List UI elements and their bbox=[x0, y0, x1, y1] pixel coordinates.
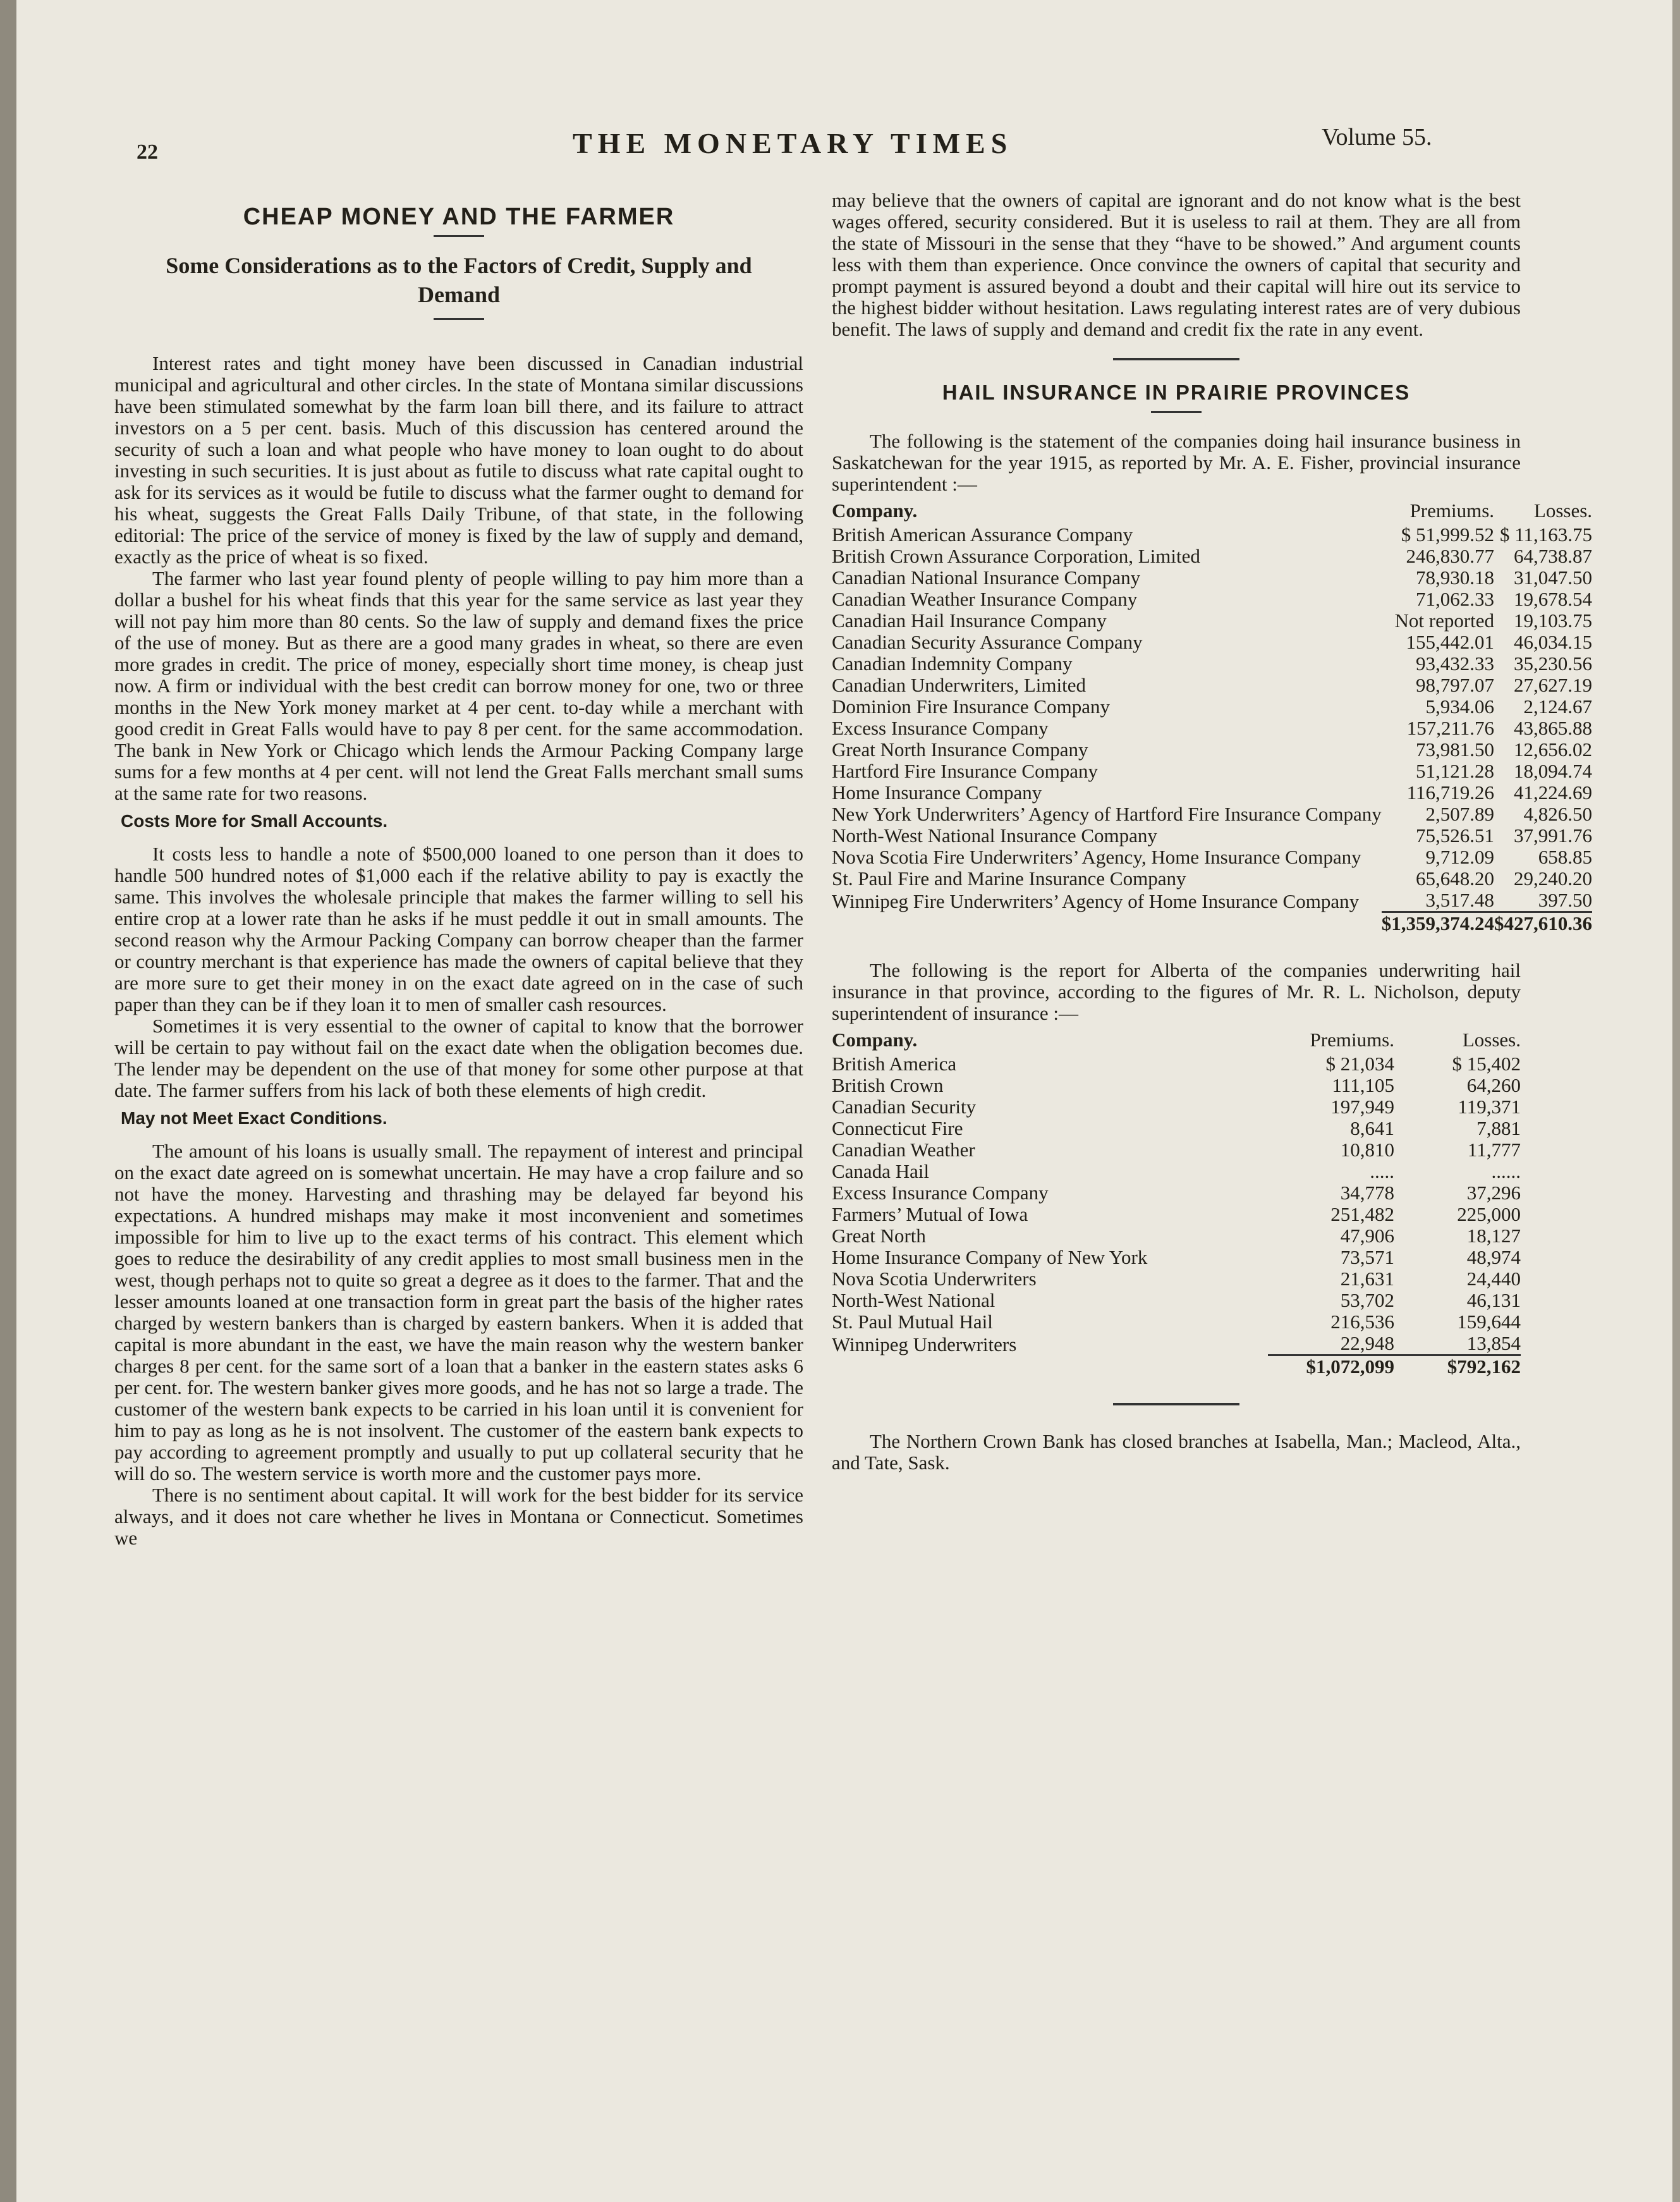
premiums-cell: 2,507.89 bbox=[1425, 803, 1495, 825]
losses-cell: 18,127 bbox=[1466, 1225, 1521, 1247]
article-subtitle: Some Considerations as to the Factors of Credit, Supply and Demand bbox=[166, 253, 752, 307]
losses-cell: 64,260 bbox=[1466, 1074, 1521, 1096]
losses-cell: 12,656.02 bbox=[1514, 738, 1593, 761]
section-heading: Costs More for Small Accounts. bbox=[121, 811, 388, 831]
divider bbox=[434, 235, 484, 237]
table-row bbox=[832, 1118, 1521, 1139]
premiums-cell: 75,526.51 bbox=[1416, 824, 1495, 847]
premiums-cell: 47,906 bbox=[1340, 1225, 1394, 1247]
company-cell: Canadian Security Assurance Company bbox=[832, 631, 1143, 653]
table-row bbox=[832, 1161, 1521, 1182]
premiums-cell: Not reported bbox=[1394, 609, 1495, 632]
losses-cell: 19,678.54 bbox=[1514, 588, 1593, 610]
company-cell: Canadian Indemnity Company bbox=[832, 652, 1073, 675]
losses-cell: 18,094.74 bbox=[1514, 760, 1593, 782]
table-row bbox=[832, 1247, 1521, 1268]
divider bbox=[434, 318, 484, 320]
leader-cell bbox=[1243, 1096, 1268, 1118]
losses-cell: 397.50 bbox=[1538, 889, 1593, 911]
losses-cell: 37,991.76 bbox=[1514, 824, 1593, 847]
company-cell: Canadian National Insurance Company bbox=[832, 566, 1141, 589]
premiums-cell: 8,641 bbox=[1350, 1117, 1394, 1139]
premiums-cell: 157,211.76 bbox=[1406, 717, 1495, 739]
leader-cell bbox=[1243, 1290, 1268, 1311]
bank-note: The Northern Crown Bank has closed branches at Isabella, Man.; Macleod, Alta., and Tate, Sask. bbox=[832, 1430, 1521, 1474]
company-cell: St. Paul Fire and Marine Insurance Company bbox=[832, 867, 1186, 890]
section-divider bbox=[1113, 1403, 1239, 1405]
premiums-cell: $ 51,999.52 bbox=[1401, 523, 1495, 546]
company-cell: British American Assurance Company bbox=[832, 523, 1133, 546]
losses-col-header: Losses. bbox=[1462, 1029, 1521, 1051]
section-heading: May not Meet Exact Conditions. bbox=[121, 1108, 387, 1128]
company-cell: Nova Scotia Underwriters bbox=[832, 1268, 1037, 1290]
company-cell: Canadian Hail Insurance Company bbox=[832, 609, 1107, 632]
table-row bbox=[832, 718, 1592, 739]
leader-cell bbox=[1243, 1161, 1268, 1182]
premiums-cell: 116,719.26 bbox=[1406, 781, 1495, 804]
leader-cell bbox=[1243, 1225, 1268, 1247]
company-cell: Excess Insurance Company bbox=[832, 717, 1049, 739]
company-cell: Home Insurance Company of New York bbox=[832, 1246, 1148, 1268]
alberta-table bbox=[832, 1029, 1521, 1378]
saskatchewan-table bbox=[832, 500, 1592, 934]
premiums-cell: 53,702 bbox=[1340, 1289, 1394, 1311]
premiums-cell: 9,712.09 bbox=[1425, 846, 1495, 868]
table-row bbox=[832, 610, 1592, 632]
company-cell: British America bbox=[832, 1053, 957, 1075]
company-cell: Great North bbox=[832, 1225, 926, 1247]
losses-cell: 48,974 bbox=[1466, 1246, 1521, 1268]
paragraph: The following is the report for Alberta of the companies underwriting hail insurance in that province, according to the figures of Mr. R. L. Nicholson, deputy superintendent of insurance :— bbox=[832, 959, 1521, 1024]
premiums-cell: 21,631 bbox=[1340, 1268, 1394, 1290]
paragraph: The amount of his loans is usually small. The repayment of interest and principal on the exact date agreed on is somewhat uncertain. He may have a crop failure and so not have the money. Harvesting and thrashing may be delayed far beyond his expectations. A hundred mishaps may make it most inconvenient and sometimes impossible for him to live up to the exact terms of his contract. This element which goes to reduce the desirability of any credit applies to most small business men in the west, though perhaps not to quite so great a degree as it does to the farmer. That and the lesser amounts loaned at one transaction form in great part the basis of the higher rates charged by western bankers than is charged by eastern bankers. When it is added that capital is more abundant in the east, we have the main reason why the western banker charges 8 per cent. for the same sort of a loan that a banker in the eastern states asks 6 per cent. for. The western banker gives more goods, and he has not so large a trade. The customer of the western bank expects to be carried in his loan until it is convenient for him to pay as long as he is not insolvent. The customer of the eastern bank expects to pay according to agreement promptly and usually to put up collateral security that he will do so. The western service is worth more and the customer pays more. bbox=[114, 1140, 803, 1484]
table-row bbox=[832, 675, 1592, 696]
losses-cell: 46,131 bbox=[1466, 1289, 1521, 1311]
premiums-cell: $ 21,034 bbox=[1325, 1053, 1394, 1075]
table-row bbox=[832, 1075, 1521, 1096]
paragraph-continued: may believe that the owners of capital are ignorant and do not know what is the best wages offered, security considered. But it is useless to rail at them. They are all from the state of Missouri in the sense that they “have to be showed.” And argument counts less with them than experience. Once convince the owners of capital that security and prompt payment is assured beyond a doubt and their capital will hire out its service to the highest bidder without hesitation. Laws regulating interest rates are of very dubious benefit. The laws of supply and demand and credit fix the rate in any event. bbox=[832, 189, 1521, 340]
table-row bbox=[832, 868, 1592, 890]
company-cell: Nova Scotia Fire Underwriters’ Agency, Home Insurance Company bbox=[832, 846, 1361, 868]
losses-cell: $ 15,402 bbox=[1452, 1053, 1521, 1075]
company-cell: North-West National Insurance Company bbox=[832, 824, 1157, 847]
losses-cell: 658.85 bbox=[1538, 846, 1593, 868]
table-row bbox=[832, 1311, 1521, 1333]
table-row bbox=[832, 653, 1592, 675]
losses-cell: 159,644 bbox=[1457, 1311, 1521, 1333]
premiums-cell: 10,810 bbox=[1340, 1139, 1394, 1161]
company-cell: Canadian Underwriters, Limited bbox=[832, 674, 1087, 696]
left-column bbox=[114, 204, 803, 1549]
premiums-cell: 155,442.01 bbox=[1406, 631, 1495, 653]
total-row bbox=[832, 1356, 1521, 1378]
leader-cell bbox=[1243, 1053, 1268, 1075]
losses-cell: 24,440 bbox=[1466, 1268, 1521, 1290]
leader-cell bbox=[1243, 1333, 1268, 1355]
table-row bbox=[832, 761, 1592, 782]
company-col-header: Company. bbox=[832, 499, 918, 522]
losses-cell: 41,224.69 bbox=[1514, 781, 1593, 804]
losses-cell: 43,865.88 bbox=[1514, 717, 1593, 739]
losses-cell: 35,230.56 bbox=[1514, 652, 1593, 675]
page-edge bbox=[1672, 0, 1680, 2202]
premiums-cell: 216,536 bbox=[1330, 1311, 1394, 1333]
premiums-cell: 73,981.50 bbox=[1416, 738, 1495, 761]
company-cell: Farmers’ Mutual of Iowa bbox=[832, 1203, 1028, 1225]
leader-cell bbox=[1243, 1182, 1268, 1204]
total-row bbox=[832, 913, 1592, 934]
premiums-col-header: Premiums. bbox=[1310, 1029, 1394, 1051]
table-row bbox=[832, 696, 1592, 718]
paragraph: The following is the statement of the companies doing hail insurance business in Saskatchewan for the year 1915, as reported by Mr. A. E. Fisher, provincial insurance superintendent :— bbox=[832, 430, 1521, 495]
leader-cell bbox=[1243, 1247, 1268, 1268]
table-row bbox=[832, 1053, 1521, 1075]
table-row bbox=[832, 589, 1592, 610]
losses-cell: 11,777 bbox=[1467, 1139, 1521, 1161]
table-row bbox=[832, 632, 1592, 653]
company-cell: Canada Hail bbox=[832, 1160, 930, 1182]
table-row bbox=[832, 847, 1592, 868]
volume-label: Volume 55. bbox=[1322, 124, 1432, 150]
losses-cell: 27,627.19 bbox=[1514, 674, 1593, 696]
losses-cell: ...... bbox=[1491, 1160, 1521, 1182]
company-cell: Hartford Fire Insurance Company bbox=[832, 760, 1098, 782]
paragraph: There is no sentiment about capital. It will work for the best bidder for its service always, and it does not care whether he lives in Montana or Connecticut. Sometimes we bbox=[114, 1484, 803, 1549]
losses-cell: 4,826.50 bbox=[1523, 803, 1593, 825]
premiums-cell: 73,571 bbox=[1340, 1246, 1394, 1268]
table-row bbox=[832, 1333, 1521, 1355]
leader-cell bbox=[1243, 1204, 1268, 1225]
right-column bbox=[832, 189, 1593, 1474]
table-row bbox=[832, 782, 1592, 804]
premiums-cell: 111,105 bbox=[1332, 1074, 1394, 1096]
premiums-cell: 246,830.77 bbox=[1406, 545, 1495, 567]
table-row bbox=[832, 546, 1592, 567]
premiums-cell: 78,930.18 bbox=[1416, 566, 1495, 589]
hail-title: HAIL INSURANCE IN PRAIRIE PROVINCES bbox=[942, 381, 1411, 404]
table-row bbox=[832, 567, 1592, 589]
total-premiums: $1,072,099 bbox=[1306, 1355, 1394, 1378]
table-row bbox=[832, 1290, 1521, 1311]
losses-cell: 225,000 bbox=[1457, 1203, 1521, 1225]
binding-edge bbox=[0, 0, 16, 2202]
losses-cell: 29,240.20 bbox=[1514, 867, 1593, 890]
table-row bbox=[832, 890, 1592, 912]
company-cell: St. Paul Mutual Hail bbox=[832, 1311, 993, 1333]
premiums-cell: 3,517.48 bbox=[1425, 889, 1495, 911]
journal-page bbox=[16, 0, 1672, 2202]
company-cell: Home Insurance Company bbox=[832, 781, 1042, 804]
company-cell: North-West National bbox=[832, 1289, 995, 1311]
premiums-cell: 51,121.28 bbox=[1416, 760, 1495, 782]
losses-col-header: Losses. bbox=[1533, 499, 1593, 522]
divider bbox=[1151, 411, 1202, 413]
paragraph: The farmer who last year found plenty of people willing to pay him more than a dollar a bushel for his wheat finds that this year for the same service as last year they will not pay him more than 80 cents. So the law of supply and demand fixes the price of the use of money. But as there are a good many grades in wheat, so there are even more grades in credit. The price of money, especially short time money, is cheap just now. A firm or individual with the best credit can borrow money for one, two or three months in the New York money market at 4 per cent. to-day while a merchant with good credit in Great Falls would have to pay 8 per cent. for the same accommodation. The bank in New York or Chicago which lends the Armour Packing Company large sums for a few months at 4 per cent. will not lend the Great Falls merchant small sums at the same rate for two reasons. bbox=[114, 567, 803, 804]
company-col-header: Company. bbox=[832, 1029, 918, 1051]
journal-title: THE MONETARY TIMES bbox=[573, 127, 1013, 159]
table-header-row bbox=[832, 1029, 1521, 1053]
company-cell: Winnipeg Underwriters bbox=[832, 1333, 1017, 1355]
table-row bbox=[832, 1204, 1521, 1225]
company-cell: Connecticut Fire bbox=[832, 1117, 963, 1139]
total-losses: $427,610.36 bbox=[1494, 912, 1593, 934]
losses-cell: 2,124.67 bbox=[1523, 695, 1593, 718]
premiums-col-header: Premiums. bbox=[1409, 499, 1495, 522]
losses-cell: 37,296 bbox=[1466, 1182, 1521, 1204]
company-cell: Canadian Weather bbox=[832, 1139, 975, 1161]
premiums-cell: 34,778 bbox=[1340, 1182, 1394, 1204]
leader-cell bbox=[1243, 1268, 1268, 1290]
company-cell: British Crown Assurance Corporation, Limited bbox=[832, 545, 1200, 567]
losses-cell: 46,034.15 bbox=[1514, 631, 1593, 653]
leader-cell bbox=[1243, 1075, 1268, 1096]
article-title: CHEAP MONEY AND THE FARMER bbox=[243, 204, 675, 230]
table-row bbox=[832, 1139, 1521, 1161]
leader-cell bbox=[1243, 1118, 1268, 1139]
table-row bbox=[832, 1268, 1521, 1290]
losses-cell: $ 11,163.75 bbox=[1499, 523, 1593, 546]
leader-cell bbox=[1243, 1139, 1268, 1161]
table-row bbox=[832, 1182, 1521, 1204]
losses-cell: 19,103.75 bbox=[1514, 609, 1593, 632]
premiums-cell: 22,948 bbox=[1340, 1332, 1394, 1354]
company-cell: Canadian Security bbox=[832, 1096, 977, 1118]
table-row bbox=[832, 825, 1592, 847]
losses-cell: 13,854 bbox=[1466, 1332, 1521, 1354]
premiums-cell: 93,432.33 bbox=[1416, 652, 1495, 675]
premiums-cell: 71,062.33 bbox=[1416, 588, 1495, 610]
company-cell: Dominion Fire Insurance Company bbox=[832, 695, 1110, 718]
page-number: 22 bbox=[137, 140, 158, 164]
company-cell: Canadian Weather Insurance Company bbox=[832, 588, 1138, 610]
premiums-cell: 5,934.06 bbox=[1425, 695, 1495, 718]
premiums-cell: 98,797.07 bbox=[1416, 674, 1495, 696]
table-header-row bbox=[832, 500, 1592, 524]
table-row bbox=[832, 1225, 1521, 1247]
losses-cell: 31,047.50 bbox=[1514, 566, 1593, 589]
total-losses: $792,162 bbox=[1447, 1355, 1521, 1378]
table-row bbox=[832, 1096, 1521, 1118]
paragraph: It costs less to handle a note of $500,000 loaned to one person than it does to handle 500 hundred notes of $1,000 each if the relative ability to pay is exactly the same. This involves the wholesale principle that makes the farmer willing to sell his entire crop at a lower rate than he asks if he must peddle it out in small amounts. The second reason why the Armour Packing Company can borrow cheaper than the farmer or country merchant is that experience has made the owners of capital believe that they are more sure to get their money in on the exact date agreed on in the case of such paper than they can be if they loan it to men of smaller cash resources. bbox=[114, 843, 803, 1015]
premiums-cell: 197,949 bbox=[1330, 1096, 1394, 1118]
paragraph: Sometimes it is very essential to the owner of capital to know that the borrower will be certain to pay without fail on the exact date when the obligation becomes due. The lender may be dependent on the use of that money for some other purpose at that date. The farmer suffers from his lack of both these elements of high credit. bbox=[114, 1015, 803, 1101]
leader-cell bbox=[1243, 1311, 1268, 1333]
company-cell: Great North Insurance Company bbox=[832, 738, 1088, 761]
premiums-cell: 65,648.20 bbox=[1416, 867, 1495, 890]
losses-cell: 7,881 bbox=[1476, 1117, 1521, 1139]
company-cell: British Crown bbox=[832, 1074, 944, 1096]
company-cell: New York Underwriters’ Agency of Hartford Fire Insurance Company bbox=[832, 803, 1382, 825]
paragraph: Interest rates and tight money have been discussed in Canadian industrial municipal and agricultural and other circles. In the state of Montana similar discussions have been stimulated somewhat by the farm loan bill there, and its failure to attract investors on a 5 per cent. basis. Much of this discussion has centered around the security of such a loan and what people who have money to loan ought to do about investing in such securities. It is just about as futile to discuss what rate capital ought to ask for its services as it would be futile to discuss what the farmer ought to demand for his wheat, suggests the Great Falls Daily Tribune, of that state, in the following editorial: The price of the service of money is fixed by the law of supply and demand, exactly as the price of wheat is so fixed. bbox=[114, 352, 803, 568]
total-premiums: $1,359,374.24 bbox=[1381, 912, 1495, 934]
table-row bbox=[832, 739, 1592, 761]
losses-cell: 119,371 bbox=[1458, 1096, 1521, 1118]
company-cell: Winnipeg Fire Underwriters’ Agency of Home Insurance Company bbox=[832, 890, 1360, 912]
premiums-cell: 251,482 bbox=[1330, 1203, 1394, 1225]
table-row bbox=[832, 804, 1592, 825]
company-cell: Excess Insurance Company bbox=[832, 1182, 1049, 1204]
table-row bbox=[832, 524, 1592, 546]
losses-cell: 64,738.87 bbox=[1514, 545, 1593, 567]
premiums-cell: ..... bbox=[1370, 1160, 1394, 1182]
section-divider bbox=[1113, 358, 1239, 360]
